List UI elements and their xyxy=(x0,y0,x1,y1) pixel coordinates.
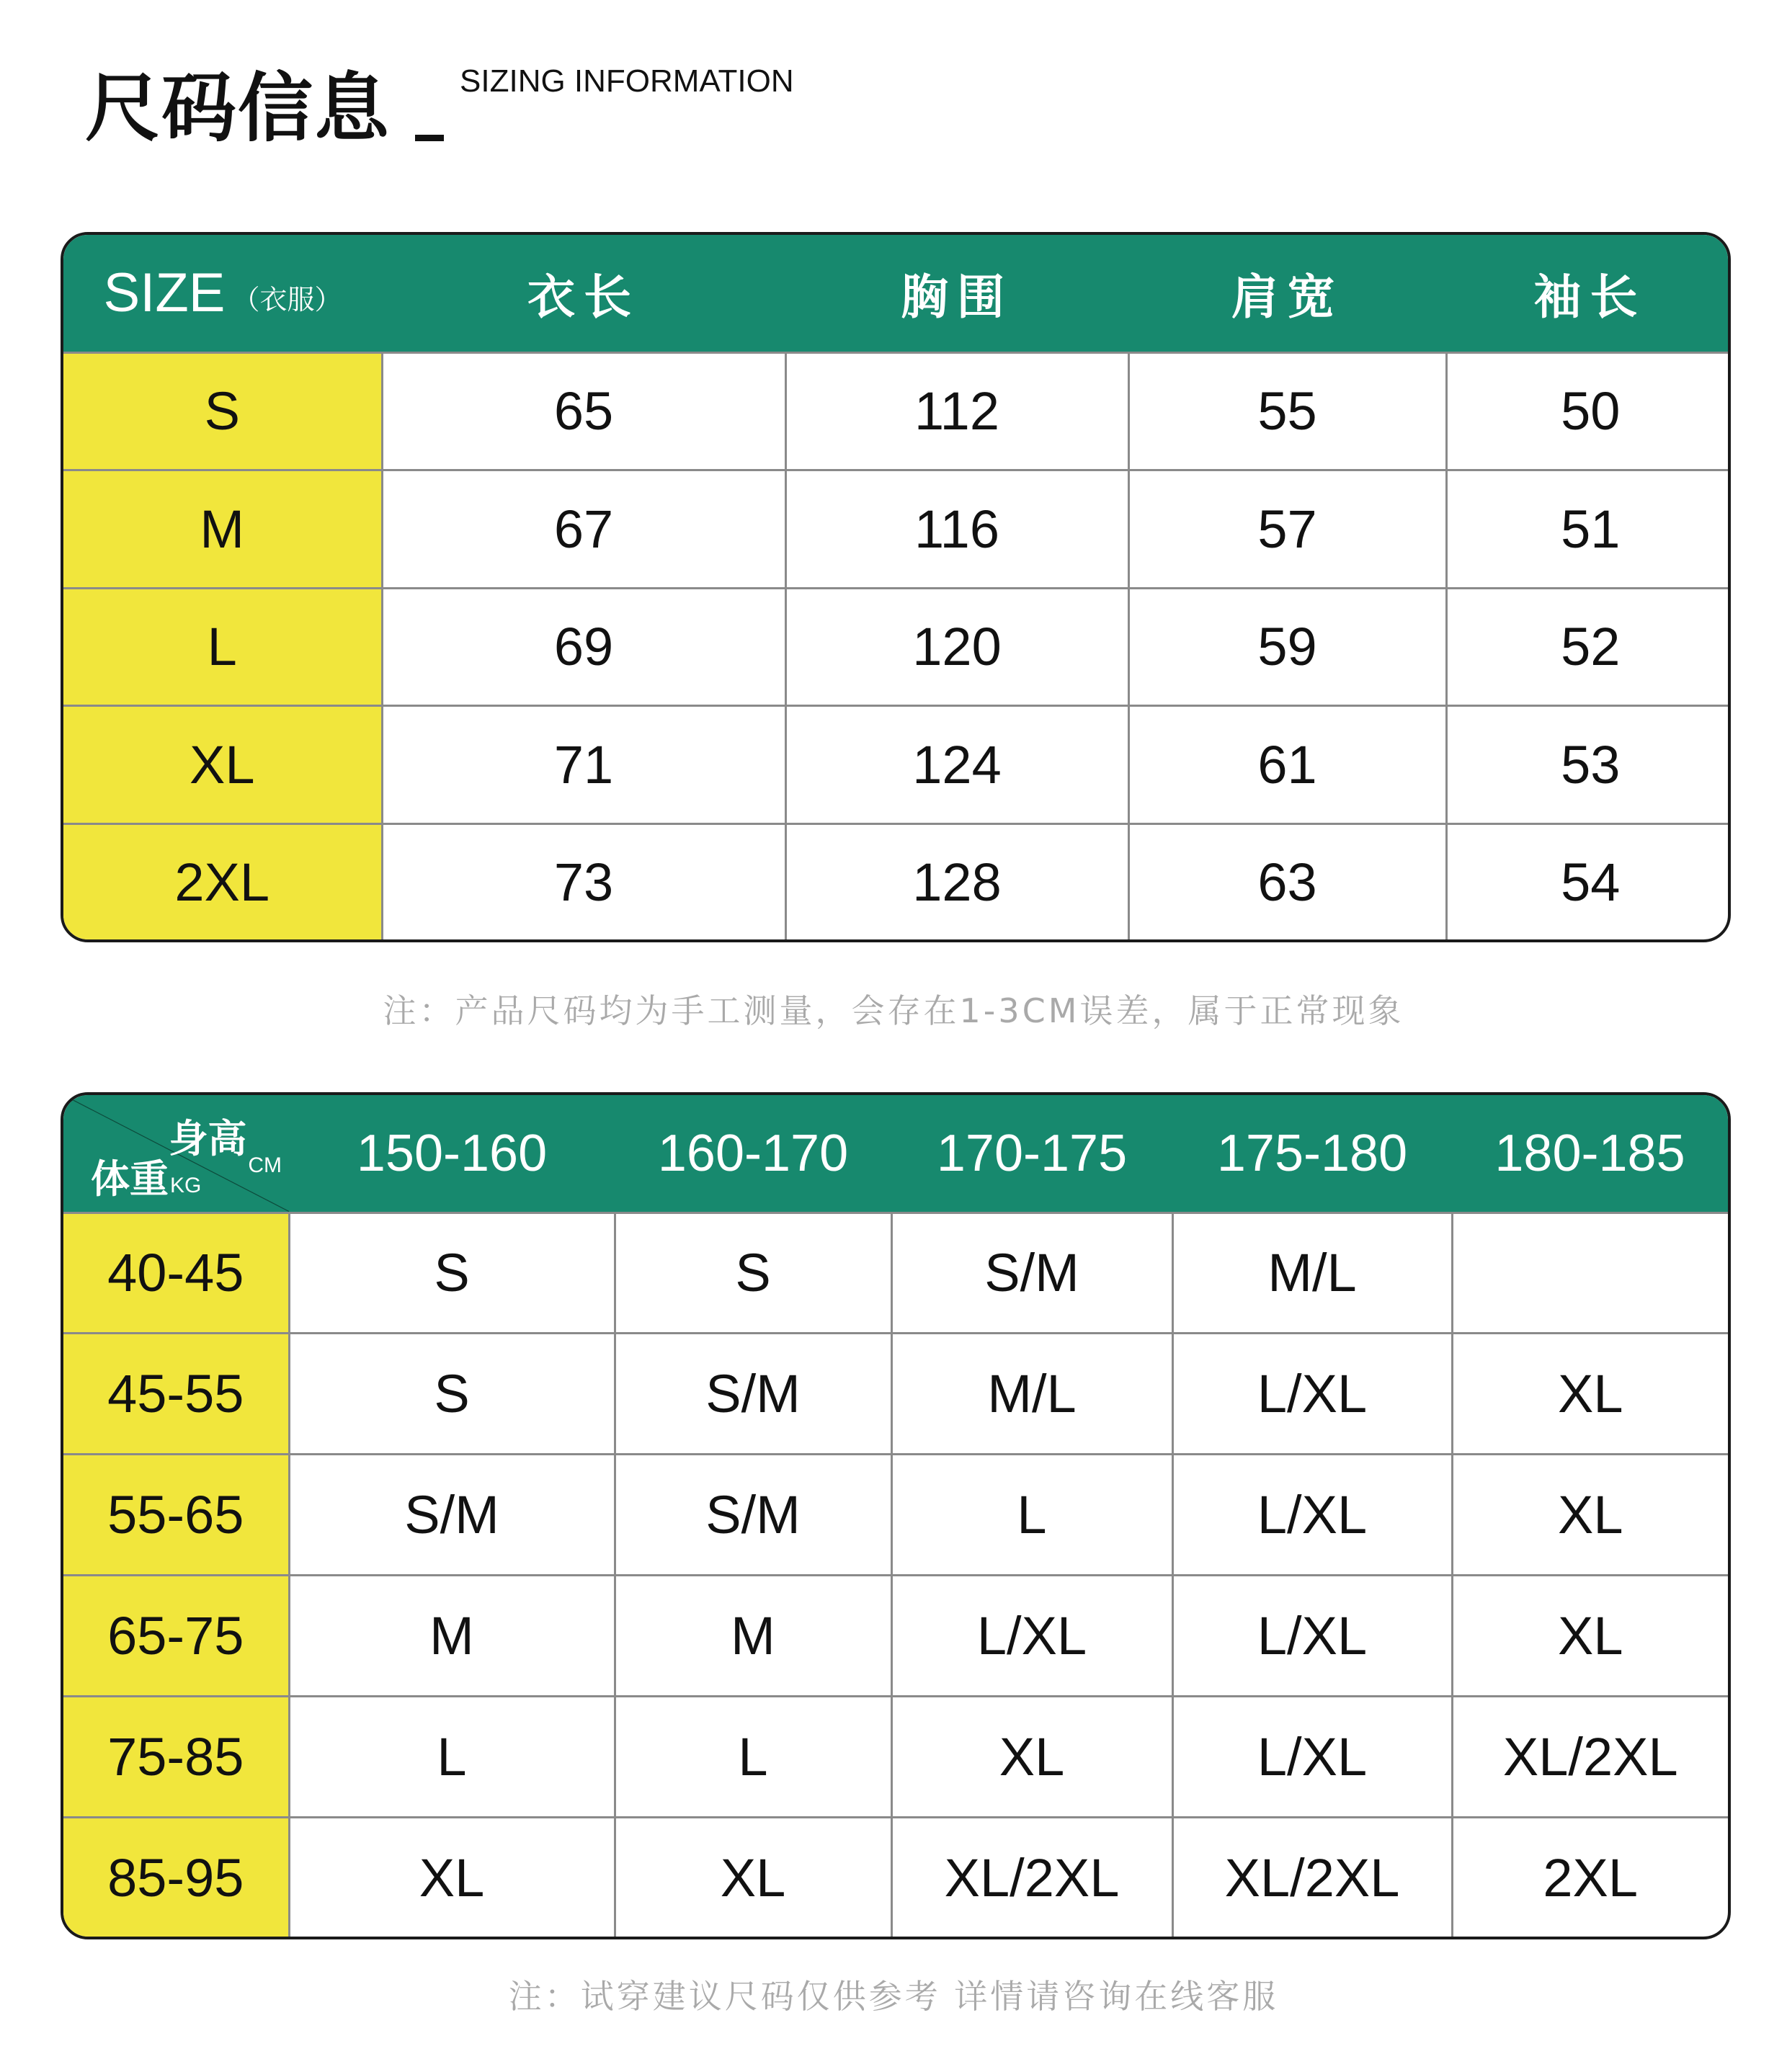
size-table-header-row xyxy=(63,235,1731,352)
size-column-header xyxy=(63,235,382,352)
recommended-size-cell: S/M xyxy=(289,1455,615,1576)
recommended-size-cell: M xyxy=(289,1576,615,1697)
height-range-header: 170-175 xyxy=(891,1095,1172,1213)
recommend-table-header-row xyxy=(63,1095,1728,1213)
table-row xyxy=(63,1818,1728,1937)
column-header-length: 衣长 xyxy=(382,235,785,352)
title-underscore-decoration xyxy=(415,135,444,141)
measurement-cell: 124 xyxy=(785,706,1128,824)
weight-range-cell: 55-65 xyxy=(63,1455,289,1576)
measurement-cell: 50 xyxy=(1446,352,1731,470)
measurement-cell: 116 xyxy=(785,470,1128,589)
recommended-size-cell: XL xyxy=(1452,1334,1728,1455)
measurement-error-note: 注：产品尺码均为手工测量，会存在1-3CM误差，属于正常现象 xyxy=(383,991,1404,1030)
height-weight-corner-cell xyxy=(63,1095,289,1213)
height-label: 身高 xyxy=(169,1116,247,1161)
recommended-size-cell: L xyxy=(615,1697,891,1818)
recommended-size-cell: XL xyxy=(1452,1455,1728,1576)
weight-range-cell: 65-75 xyxy=(63,1576,289,1697)
measurement-cell: 51 xyxy=(1446,470,1731,589)
size-cell: XL xyxy=(63,706,382,824)
recommended-size-cell: M/L xyxy=(1172,1213,1452,1334)
measurement-cell: 112 xyxy=(785,352,1128,470)
weight-range-cell: 75-85 xyxy=(63,1697,289,1818)
measurement-cell: 54 xyxy=(1446,823,1731,939)
weight-unit: KG xyxy=(170,1173,202,1197)
recommended-size-cell: XL/2XL xyxy=(1452,1697,1728,1818)
measurement-cell: 120 xyxy=(785,588,1128,706)
page-title xyxy=(85,52,794,152)
weight-range-cell: 85-95 xyxy=(63,1818,289,1937)
measurement-cell: 73 xyxy=(382,823,785,939)
weight-range-cell: 45-55 xyxy=(63,1334,289,1455)
size-cell: M xyxy=(63,470,382,589)
table-row xyxy=(63,706,1731,824)
fitting-advice-note: 注：试穿建议尺码仅供参考 详情请咨询在线客服 xyxy=(508,1977,1279,2016)
recommended-size-cell: S/M xyxy=(615,1334,891,1455)
size-header-sublabel: （衣服） xyxy=(232,283,342,316)
recommended-size-cell: S/M xyxy=(891,1213,1172,1334)
recommended-size-cell: XL xyxy=(891,1697,1172,1818)
recommended-size-cell: S xyxy=(289,1213,615,1334)
weight-axis-label xyxy=(91,1146,201,1205)
measurement-cell: 63 xyxy=(1128,823,1446,939)
column-header-shoulder: 肩宽 xyxy=(1128,235,1446,352)
weight-range-cell: 40-45 xyxy=(63,1213,289,1334)
recommended-size-cell: L xyxy=(891,1455,1172,1576)
measurement-cell: 128 xyxy=(785,823,1128,939)
measurement-cell: 61 xyxy=(1128,706,1446,824)
recommended-size-cell: S xyxy=(615,1213,891,1334)
page-title-chinese: 尺码信息 xyxy=(85,64,391,152)
page-title-english: SIZING INFORMATION xyxy=(460,63,794,99)
recommended-size-cell: XL xyxy=(1452,1576,1728,1697)
recommended-size-cell: M/L xyxy=(891,1334,1172,1455)
recommended-size-cell: XL/2XL xyxy=(1172,1818,1452,1937)
measurement-cell: 52 xyxy=(1446,588,1731,706)
recommended-size-cell: L/XL xyxy=(1172,1576,1452,1697)
measurement-cell: 53 xyxy=(1446,706,1731,824)
table-row xyxy=(63,1576,1728,1697)
height-range-header: 150-160 xyxy=(289,1095,615,1213)
measurement-cell: 65 xyxy=(382,352,785,470)
size-header-label: SIZE xyxy=(103,262,226,324)
height-range-header: 180-185 xyxy=(1452,1095,1728,1213)
height-unit: CM xyxy=(248,1153,282,1177)
measurement-cell: 67 xyxy=(382,470,785,589)
height-range-header: 160-170 xyxy=(615,1095,891,1213)
weight-label: 体重 xyxy=(91,1156,169,1202)
recommended-size-cell: M xyxy=(615,1576,891,1697)
recommended-size-cell: XL xyxy=(615,1818,891,1937)
column-header-chest: 胸围 xyxy=(785,235,1128,352)
recommended-size-cell xyxy=(1452,1213,1728,1334)
recommended-size-cell: S/M xyxy=(615,1455,891,1576)
size-cell: S xyxy=(63,352,382,470)
recommended-size-cell: L xyxy=(289,1697,615,1818)
measurement-cell: 59 xyxy=(1128,588,1446,706)
recommended-size-cell: L/XL xyxy=(1172,1334,1452,1455)
recommended-size-cell: S xyxy=(289,1334,615,1455)
table-row xyxy=(63,588,1731,706)
measurement-cell: 55 xyxy=(1128,352,1446,470)
table-row xyxy=(63,1213,1728,1334)
recommended-size-cell: L/XL xyxy=(891,1576,1172,1697)
recommended-size-cell: 2XL xyxy=(1452,1818,1728,1937)
table-row xyxy=(63,823,1731,939)
recommended-size-cell: L/XL xyxy=(1172,1455,1452,1576)
size-cell: L xyxy=(63,588,382,706)
measurement-cell: 57 xyxy=(1128,470,1446,589)
height-range-header: 175-180 xyxy=(1172,1095,1452,1213)
recommended-size-cell: XL xyxy=(289,1818,615,1937)
size-cell: 2XL xyxy=(63,823,382,939)
table-row xyxy=(63,1334,1728,1455)
column-header-sleeve: 袖长 xyxy=(1446,235,1731,352)
recommended-size-cell: XL/2XL xyxy=(891,1818,1172,1937)
table-row xyxy=(63,1697,1728,1818)
table-row xyxy=(63,352,1731,470)
table-row xyxy=(63,1455,1728,1576)
table-row xyxy=(63,470,1731,589)
recommended-size-cell: L/XL xyxy=(1172,1697,1452,1818)
measurement-cell: 71 xyxy=(382,706,785,824)
measurement-cell: 69 xyxy=(382,588,785,706)
size-measurement-table xyxy=(61,232,1731,942)
size-recommendation-table xyxy=(61,1092,1731,1939)
